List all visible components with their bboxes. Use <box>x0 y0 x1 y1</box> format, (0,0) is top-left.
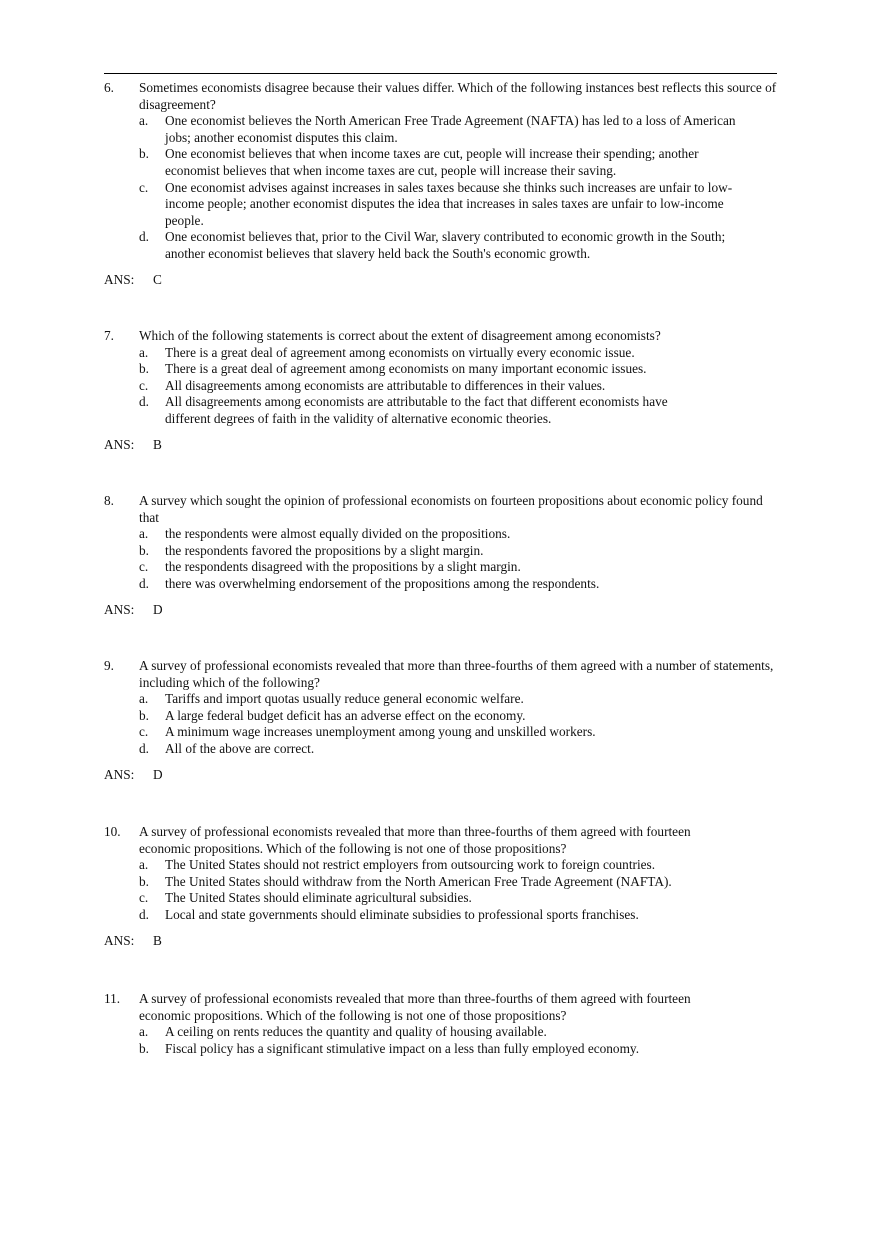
option-letter: a. <box>139 857 149 873</box>
option-text: One economist believes the North American Free Trade Agreement (NAFTA) has led to a loss of American jobs; another economist disputes this claim. <box>165 113 736 145</box>
option-d <box>104 229 777 262</box>
question-number: 8. <box>104 493 114 508</box>
answer-value: C <box>153 271 162 287</box>
option-text: the respondents were almost equally divided on the propositions. <box>165 526 511 542</box>
option-b <box>104 874 777 891</box>
option-letter: b. <box>139 361 149 377</box>
question-number: 11. <box>104 991 121 1006</box>
option-text: One economist believes that, prior to the Civil War, slavery contributed to economic growth in the South; another economist believes that slavery held back the South's economic growth. <box>165 229 726 261</box>
option-letter: c. <box>139 377 149 393</box>
option-c <box>104 180 777 230</box>
option-c <box>104 724 777 741</box>
question-number: 7. <box>104 328 114 343</box>
option-a <box>104 526 777 543</box>
answer-value: D <box>153 601 163 617</box>
answer-line <box>104 933 777 950</box>
question-7 <box>104 328 777 453</box>
option-text: A minimum wage increases unemployment among young and unskilled workers. <box>165 724 596 740</box>
answer-label: ANS: <box>104 436 135 452</box>
answer-value: B <box>153 932 162 948</box>
option-c <box>104 890 777 907</box>
answer-label: ANS: <box>104 601 135 617</box>
option-text: All disagreements among economists are attributable to differences in their values. <box>165 377 606 393</box>
option-text: the respondents disagreed with the propositions by a slight margin. <box>165 559 521 575</box>
option-b <box>104 361 777 378</box>
option-list <box>104 345 777 428</box>
option-text: The United States should not restrict employers from outsourcing work to foreign countries. <box>165 857 656 873</box>
option-text: A ceiling on rents reduces the quantity and quality of housing available. <box>165 1024 547 1040</box>
answer-line <box>104 272 777 289</box>
question-text: A survey of professional economists revealed that more than three-fourths of them agreed with fourteen economic propositions. Which of the following is not one of those propositions? <box>139 824 691 856</box>
question-6 <box>104 80 777 288</box>
answer-label: ANS: <box>104 932 135 948</box>
option-text: One economist believes that when income taxes are cut, people will increase their spending; another economist believes that when income taxes are cut, people will increase their saving. <box>165 146 699 178</box>
option-letter: b. <box>139 542 149 558</box>
question-text: A survey of professional economists revealed that more than three-fourths of them agreed with fourteen economic propositions. Which of the following is not one of those propositions? <box>139 991 691 1023</box>
option-letter: b. <box>139 146 149 162</box>
option-a <box>104 1024 777 1041</box>
option-letter: b. <box>139 873 149 889</box>
option-text: A large federal budget deficit has an adverse effect on the economy. <box>165 707 526 723</box>
option-letter: a. <box>139 526 149 542</box>
option-text: there was overwhelming endorsement of the propositions among the respondents. <box>165 575 600 591</box>
option-b <box>104 1041 777 1058</box>
option-list <box>104 1024 777 1057</box>
option-text: All disagreements among economists are attributable to the fact that different economists have different degrees of faith in the validity of alternative economic theories. <box>165 394 668 426</box>
question-8 <box>104 493 777 618</box>
option-letter: d. <box>139 229 149 245</box>
question-number: 10. <box>104 824 121 839</box>
option-letter: d. <box>139 906 149 922</box>
question-10 <box>104 824 777 949</box>
option-b <box>104 708 777 725</box>
option-letter: b. <box>139 1040 149 1056</box>
option-d <box>104 907 777 924</box>
option-text: Fiscal policy has a significant stimulative impact on a less than fully employed economy. <box>165 1040 640 1056</box>
option-text: Local and state governments should eliminate subsidies to professional sports franchises. <box>165 906 639 922</box>
option-c <box>104 559 777 576</box>
question-text: Which of the following statements is correct about the extent of disagreement among economists? <box>139 328 661 343</box>
option-a <box>104 113 777 146</box>
question-number: 6. <box>104 80 114 95</box>
option-letter: a. <box>139 113 149 129</box>
question-11 <box>104 991 777 1057</box>
option-letter: d. <box>139 575 149 591</box>
option-list <box>104 113 777 262</box>
answer-line <box>104 767 777 784</box>
option-letter: a. <box>139 691 149 707</box>
option-letter: c. <box>139 179 149 195</box>
option-letter: d. <box>139 394 149 410</box>
option-text: One economist advises against increases in sales taxes because she thinks such increases are unfair to low-income people; another economist disputes the idea that increases in sales taxes are unfair to low-income people. <box>165 179 733 228</box>
option-text: There is a great deal of agreement among economists on virtually every economic issue. <box>165 344 635 360</box>
question-number: 9. <box>104 658 114 673</box>
answer-value: B <box>153 436 162 452</box>
option-letter: a. <box>139 1024 149 1040</box>
answer-label: ANS: <box>104 271 135 287</box>
option-a <box>104 345 777 362</box>
option-d <box>104 576 777 593</box>
option-list <box>104 691 777 757</box>
answer-line <box>104 602 777 619</box>
option-b <box>104 146 777 179</box>
option-d <box>104 741 777 758</box>
option-letter: c. <box>139 724 149 740</box>
option-c <box>104 378 777 395</box>
option-d <box>104 394 777 427</box>
question-9 <box>104 658 777 783</box>
question-text: Sometimes economists disagree because their values differ. Which of the following instances best reflects this source of disagreement? <box>139 80 777 112</box>
option-list <box>104 526 777 592</box>
answer-line <box>104 437 777 454</box>
option-text: Tariffs and import quotas usually reduce general economic welfare. <box>165 691 524 707</box>
option-text: There is a great deal of agreement among economists on many important economic issues. <box>165 361 647 377</box>
option-a <box>104 691 777 708</box>
option-letter: a. <box>139 344 149 360</box>
option-list <box>104 857 777 923</box>
option-a <box>104 857 777 874</box>
option-text: The United States should withdraw from the North American Free Trade Agreement (NAFTA). <box>165 873 672 889</box>
top-rule <box>104 73 777 74</box>
answer-label: ANS: <box>104 766 135 782</box>
option-b <box>104 543 777 560</box>
option-letter: c. <box>139 890 149 906</box>
option-text: The United States should eliminate agricultural subsidies. <box>165 890 472 906</box>
option-text: All of the above are correct. <box>165 740 315 756</box>
option-letter: c. <box>139 559 149 575</box>
option-letter: d. <box>139 740 149 756</box>
option-letter: b. <box>139 707 149 723</box>
answer-value: D <box>153 766 163 782</box>
question-text: A survey which sought the opinion of professional economists on fourteen propositions about economic policy found that <box>139 493 763 525</box>
question-text: A survey of professional economists revealed that more than three-fourths of them agreed with a number of statements, including which of the following? <box>139 658 774 690</box>
option-text: the respondents favored the propositions by a slight margin. <box>165 542 484 558</box>
